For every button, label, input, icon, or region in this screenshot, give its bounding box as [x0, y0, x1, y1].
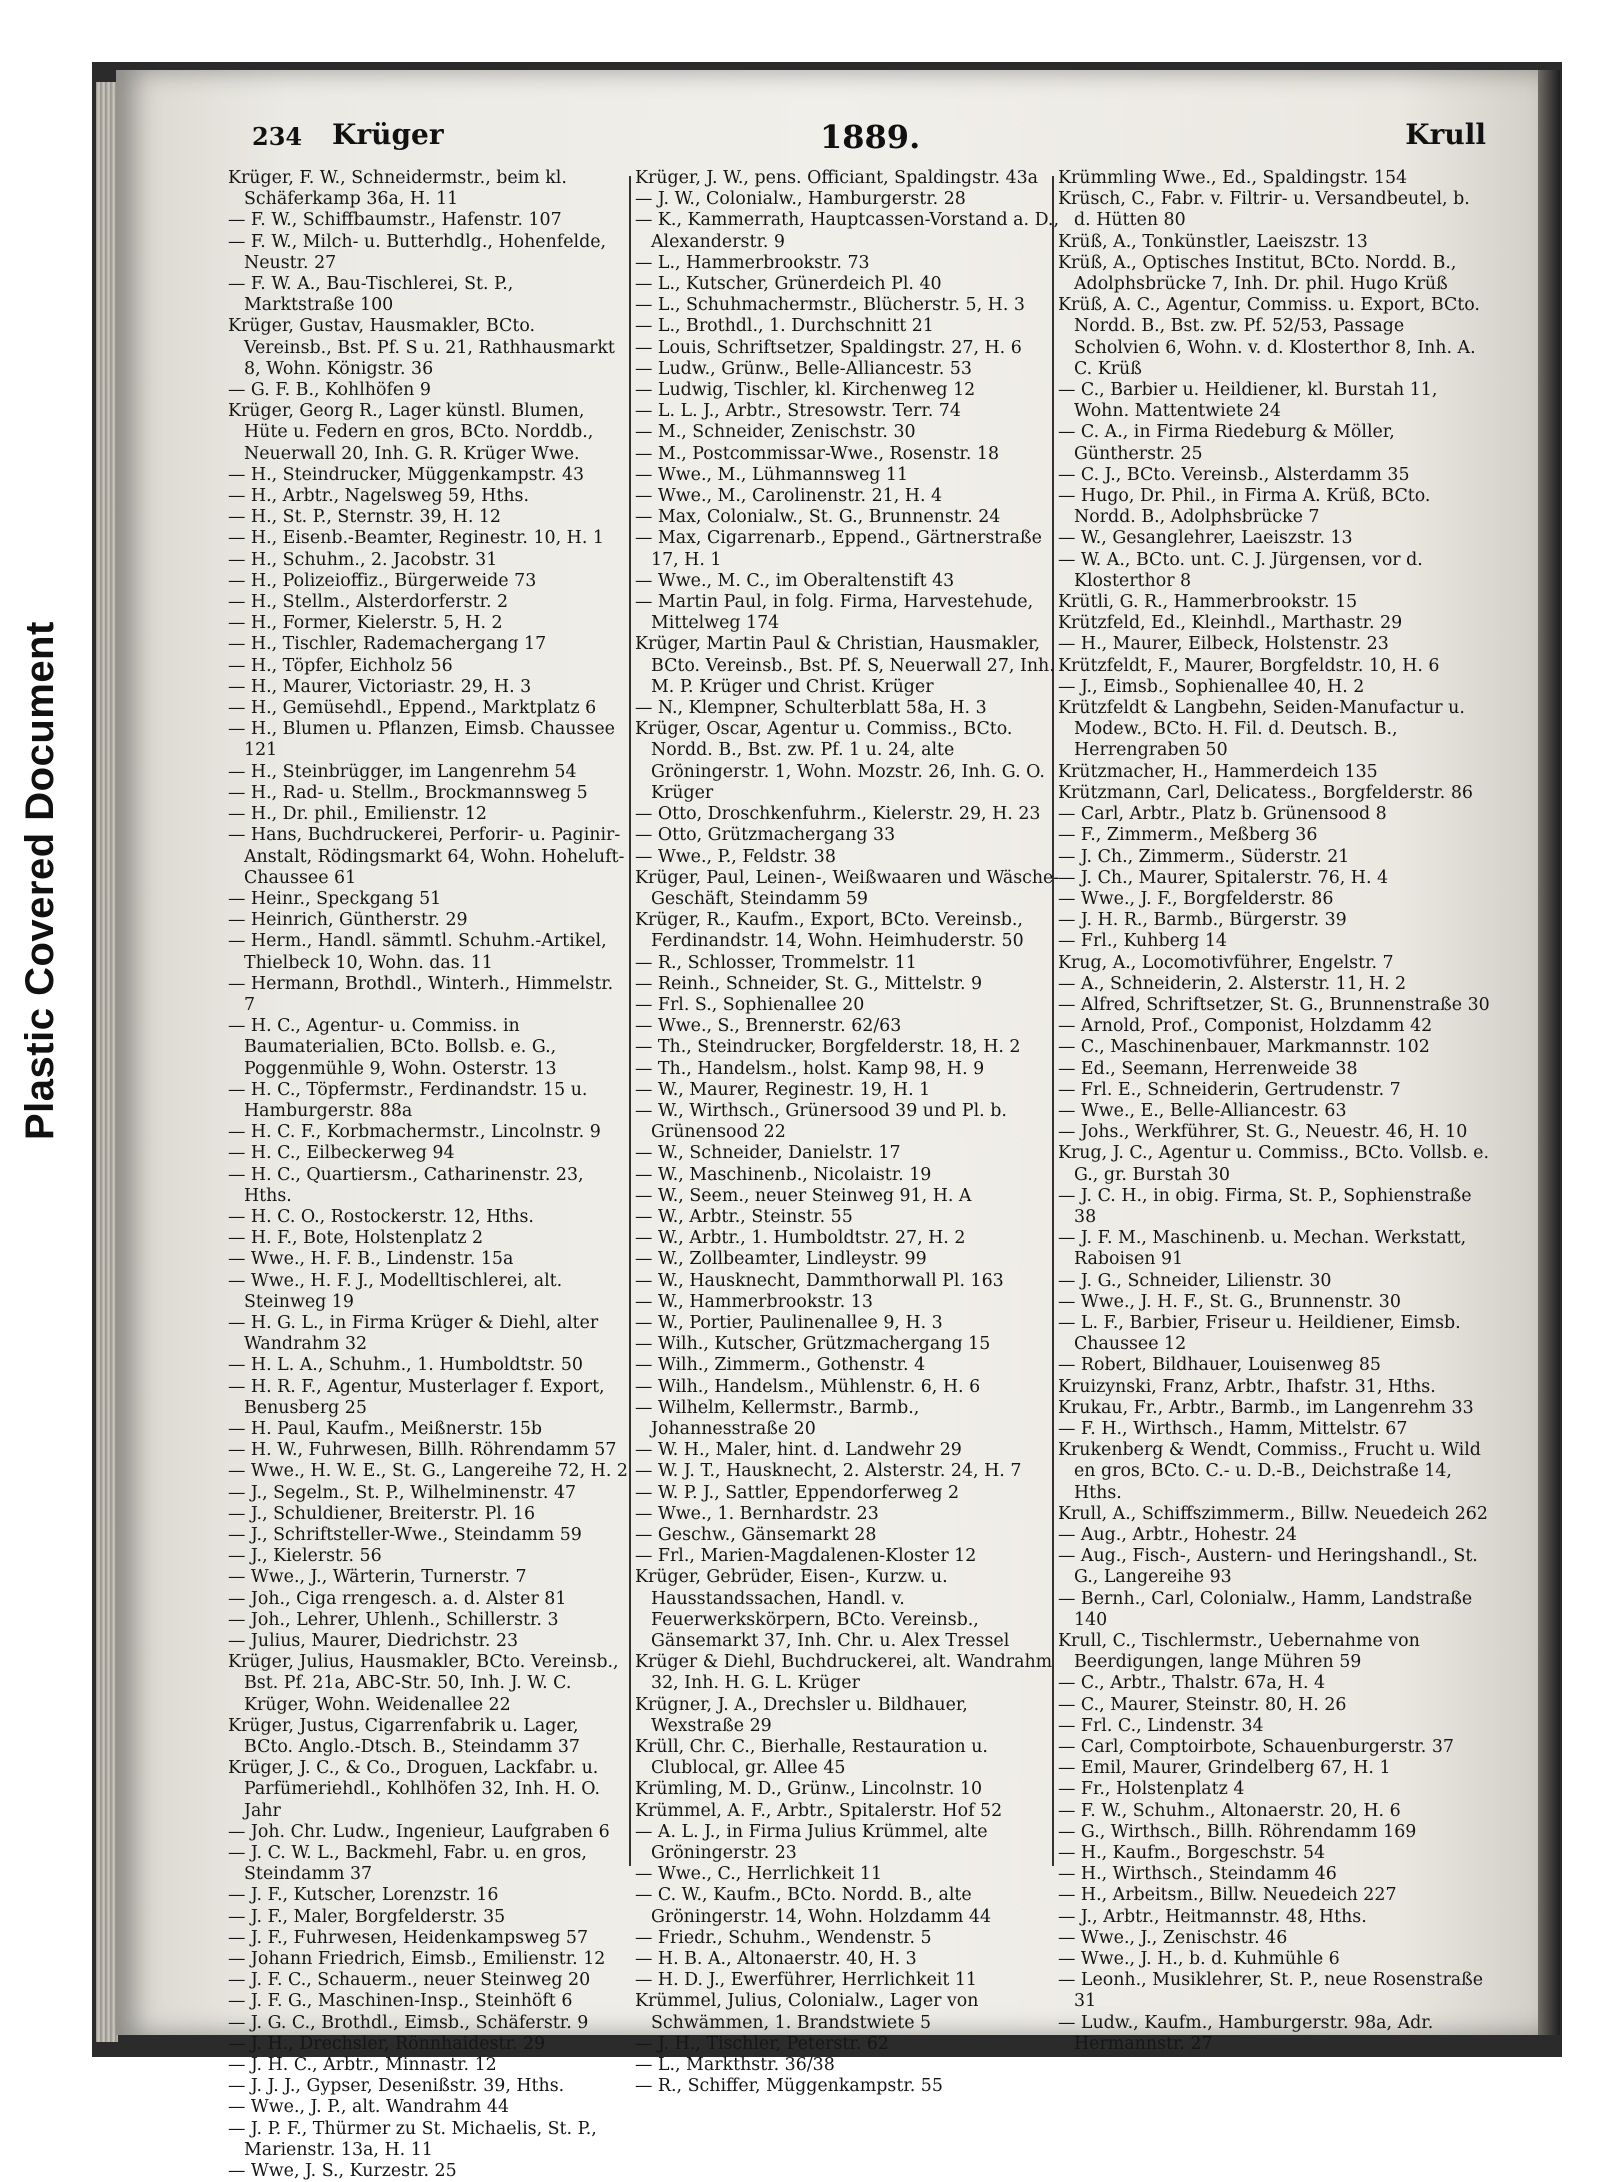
directory-entry: Krüger, F. W., Schneidermstr., beim kl. Schäferkamp 36a, H. 11 — [228, 168, 567, 210]
directory-entry: — Wwe., J. H., b. d. Kuhmühle 6 — [1058, 1949, 1340, 1970]
directory-entry: — Hermann, Brothdl., Winterh., Himmelstr. 7 — [228, 973, 614, 1015]
directory-entry: — H. G. L., in Firma Krüger & Diehl, alter Wandrahm 32 — [228, 1312, 599, 1355]
directory-entry: — F. H., Wirthsch., Hamm, Mittelstr. 67 — [1058, 1418, 1408, 1439]
directory-entry: — Wwe., M. C., im Oberaltenstift 43 — [635, 570, 955, 591]
directory-entry: — Bernh., Carl, Colonialw., Hamm, Landstraße 140 — [1058, 1588, 1473, 1630]
directory-entry: — Hugo, Dr. Phil., in Firma A. Krüß, BCto. Nordd. B., Adolphsbrücke 7 — [1058, 486, 1431, 528]
directory-entry: — Joh., Ciga rrengesch. a. d. Alster 81 — [228, 1588, 567, 1609]
directory-entry: — G., Wirthsch., Billh. Röhrendamm 169 — [1058, 1821, 1417, 1842]
directory-entry: Krull, A., Schiffszimmerm., Billw. Neuedeich 262 — [1058, 1503, 1488, 1524]
directory-entry: — F. W., Milch- u. Butterhdlg., Hohenfelde, Neustr. 27 — [228, 231, 607, 273]
directory-entry: — Max, Cigarrenarb., Eppend., Gärtnerstraße 17, H. 1 — [635, 528, 1042, 570]
directory-entry: — H., St. P., Sternstr. 39, H. 12 — [228, 507, 501, 528]
watermark-label: Plastic Covered Document — [18, 621, 62, 1140]
directory-entry: — J. C. W. L., Backmehl, Fabr. u. en gros, Steindamm 37 — [228, 1843, 587, 1885]
directory-entry: — C. A., in Firma Riedeburg & Möller, Güntherstr. 25 — [1058, 422, 1395, 464]
directory-entry: — Frl. E., Schneiderin, Gertrudenstr. 7 — [1058, 1079, 1401, 1100]
directory-entry: Krügner, J. A., Drechsler u. Bildhauer, Wexstraße 29 — [635, 1694, 968, 1736]
directory-entry: — Joh. Chr. Ludw., Ingenieur, Laufgraben 6 — [228, 1821, 610, 1842]
directory-entry: — W., Maurer, Reginestr. 19, H. 1 — [635, 1079, 931, 1100]
directory-entry: — Louis, Schriftsetzer, Spaldingstr. 27, H. 6 — [635, 337, 1022, 358]
directory-entry: — Th., Handelsm., holst. Kamp 98, H. 9 — [635, 1058, 985, 1079]
directory-entry: Krümmel, Julius, Colonialw., Lager von Schwämmen, 1. Brandstwiete 5 — [635, 1991, 979, 2033]
directory-entry: — H. W., Fuhrwesen, Billh. Röhrendamm 57 — [228, 1440, 617, 1461]
page-edges — [96, 82, 118, 2042]
directory-entry: — W., Hausknecht, Dammthorwall Pl. 163 — [635, 1270, 1004, 1291]
directory-entry: — Wwe., J. H. F., St. G., Brunnenstr. 30 — [1058, 1291, 1401, 1312]
directory-entry: Kruizynski, Franz, Arbtr., Ihafstr. 31, Hths. — [1058, 1376, 1436, 1397]
directory-entry: — J. H., Tischler, Peterstr. 62 — [635, 2033, 889, 2054]
directory-entry: — L., Brothdl., 1. Durchschnitt 21 — [635, 316, 934, 337]
header-right-word: Krull — [1405, 118, 1486, 151]
directory-entry: Krützfeldt & Langbehn, Seiden-Manufactur u. Modew., BCto. H. Fil. d. Deutsch. B., Herrengraben 50 — [1058, 698, 1465, 761]
directory-entry: Krüsch, C., Fabr. v. Filtrir- u. Versandbeutel, b. d. Hütten 80 — [1058, 189, 1470, 231]
directory-entry: Krüger, Gustav, Hausmakler, BCto. Vereinsb., Bst. Pf. S u. 21, Rathhausmarkt 8, Wohn. Königstr. 36 — [228, 316, 615, 379]
directory-entry: — H. R. F., Agentur, Musterlager f. Export, Benusberg 25 — [228, 1376, 605, 1418]
directory-entry: — W., Gesanglehrer, Laeiszstr. 13 — [1058, 528, 1353, 549]
directory-entry: — Carl, Comptoirbote, Schauenburgerstr. 37 — [1058, 1737, 1454, 1758]
directory-entry: — W., Seem., neuer Steinweg 91, H. A — [635, 1185, 972, 1206]
directory-entry: — J. F. C., Schauerm., neuer Steinweg 20 — [228, 1970, 591, 1991]
column-divider — [629, 176, 631, 1866]
book-right-edge — [1538, 70, 1560, 2035]
directory-entry: — W. A., BCto. unt. C. J. Jürgensen, vor d. Klosterthor 8 — [1058, 549, 1423, 591]
directory-entry: — Wwe., M., Lühmannsweg 11 — [635, 464, 909, 485]
directory-entry: — W., Schneider, Danielstr. 17 — [635, 1143, 901, 1164]
directory-entry: — Wwe., H. F. B., Lindenstr. 15a — [228, 1249, 514, 1270]
directory-entry: — H., Arbeitsm., Billw. Neuedeich 227 — [1058, 1885, 1397, 1906]
directory-entry: — Wwe, J. S., Kurzestr. 25 — [228, 2161, 457, 2182]
directory-entry: — J. F. G., Maschinen-Insp., Steinhöft 6 — [228, 1991, 573, 2012]
directory-entry: — L., Kutscher, Grünerdeich Pl. 40 — [635, 274, 942, 295]
directory-entry: — H., Polizeioffiz., Bürgerweide 73 — [228, 570, 537, 591]
directory-entry: — H. C., Quartiersm., Catharinenstr. 23, Hths. — [228, 1164, 584, 1206]
directory-entry: — H., Tischler, Rademachergang 17 — [228, 634, 547, 655]
directory-entry: Krüger, Oscar, Agentur u. Commiss., BCto. Nordd. B., Bst. zw. Pf. 1 u. 24, alte Gröningerstr. 1, Wohn. Mozstr. 26, Inh. G. O. Krüger — [635, 719, 1045, 803]
directory-entry: — Ed., Seemann, Herrenweide 38 — [1058, 1058, 1358, 1079]
directory-entry: — Wwe., J., Zenischstr. 46 — [1058, 1927, 1288, 1948]
directory-entry: — J., Kielerstr. 56 — [228, 1546, 382, 1567]
directory-entry: — J. F., Kutscher, Lorenzstr. 16 — [228, 1885, 499, 1906]
directory-entry: — W., Zollbeamter, Lindleystr. 99 — [635, 1249, 927, 1270]
directory-entry: — F., Zimmerm., Meßberg 36 — [1058, 825, 1318, 846]
directory-entry: Krütli, G. R., Hammerbrookstr. 15 — [1058, 592, 1358, 613]
directory-entry: — H., Eisenb.-Beamter, Reginestr. 10, H. 1 — [228, 528, 604, 549]
directory-entry: — J., Schuldiener, Breiterstr. Pl. 16 — [228, 1503, 536, 1524]
directory-entry: Krüger & Diehl, Buchdruckerei, alt. Wandrahm 32, Inh. H. G. L. Krüger — [635, 1652, 1053, 1694]
directory-entry: — H. B. A., Altonaerstr. 40, H. 3 — [635, 1949, 917, 1970]
directory-entry: — Herm., Handl. sämmtl. Schuhm.-Artikel, Thielbeck 10, Wohn. das. 11 — [228, 931, 607, 973]
directory-entry: — Robert, Bildhauer, Louisenweg 85 — [1058, 1355, 1381, 1376]
directory-column-2 — [635, 168, 1060, 2097]
directory-entry: — W. P. J., Sattler, Eppendorferweg 2 — [635, 1482, 960, 1503]
directory-entry: — J. Ch., Maurer, Spitalerstr. 76, H. 4 — [1058, 867, 1389, 888]
directory-entry: — W., Portier, Paulinenallee 9, H. 3 — [635, 1312, 943, 1333]
directory-entry: — J. F., Maler, Borgfelderstr. 35 — [228, 1906, 506, 1927]
directory-entry: — Max, Colonialw., St. G., Brunnenstr. 24 — [635, 507, 1001, 528]
directory-entry: — H., Wirthsch., Steindamm 46 — [1058, 1864, 1337, 1885]
directory-entry: — Wwe., C., Herrlichkeit 11 — [635, 1864, 883, 1885]
directory-column-3 — [1058, 168, 1490, 2054]
directory-entry: Krüger, Martin Paul & Christian, Hausmakler, BCto. Vereinsb., Bst. Pf. S, Neuerwall 27, Inh. M. P. Krüger und Christ. Krüger — [635, 634, 1055, 697]
directory-entry: — W. J. T., Hausknecht, 2. Alsterstr. 24, H. 7 — [635, 1461, 1022, 1482]
directory-entry: — Alfred, Schriftsetzer, St. G., Brunnenstraße 30 — [1058, 994, 1490, 1015]
directory-entry: — H., Maurer, Victoriastr. 29, H. 3 — [228, 676, 532, 697]
directory-entry: — L., Schuhmachermstr., Blücherstr. 5, H. 3 — [635, 295, 1025, 316]
directory-entry: — C., Maschinenbauer, Markmannstr. 102 — [1058, 1037, 1430, 1058]
directory-entry: — Wwe., P., Feldstr. 38 — [635, 846, 836, 867]
directory-entry: Krüger, Paul, Leinen-, Weißwaaren und Wäsche-Geschäft, Steindamm 59 — [635, 867, 1060, 909]
directory-entry: — H., Schuhm., 2. Jacobstr. 31 — [228, 549, 498, 570]
header-left-word: Krüger — [332, 118, 444, 151]
directory-entry: — Fr., Holstenplatz 4 — [1058, 1779, 1245, 1800]
directory-entry: Krüß, A. C., Agentur, Commiss. u. Export, BCto. Nordd. B., Bst. zw. Pf. 52/53, Passage Scholvien 6, Wohn. v. d. Klosterthor 8, Inh. A. C. Krüß — [1058, 295, 1480, 379]
directory-entry: Krüß, A., Optisches Institut, BCto. Nordd. B., Adolphsbrücke 7, Inh. Dr. phil. Hugo Krüß — [1058, 252, 1457, 295]
directory-entry: — H., Kaufm., Borgeschstr. 54 — [1058, 1843, 1326, 1864]
directory-entry: — W., Maschinenb., Nicolaistr. 19 — [635, 1164, 932, 1185]
directory-entry: — H. D. J., Ewerführer, Herrlichkeit 11 — [635, 1970, 977, 1991]
directory-entry: — Ludwig, Tischler, kl. Kirchenweg 12 — [635, 380, 976, 401]
directory-entry: Krümmel, A. F., Arbtr., Spitalerstr. Hof 52 — [635, 1800, 1003, 1821]
page-header — [252, 118, 1492, 158]
directory-entry: — L., Markthstr. 36/38 — [635, 2055, 835, 2076]
directory-entry: Krüger, J. C., & Co., Droguen, Lackfabr. u. Parfümeriehdl., Kohlhöfen 32, Inh. H. O. Jahr — [228, 1758, 601, 1821]
directory-entry: — Hans, Buchdruckerei, Perforir- u. Paginir-Anstalt, Rödingsmarkt 64, Wohn. Hoheluft-Chaussee 61 — [228, 825, 625, 888]
directory-entry: — J. H. C., Arbtr., Minnastr. 12 — [228, 2055, 497, 2076]
directory-entry: Krüß, A., Tonkünstler, Laeiszstr. 13 — [1058, 231, 1368, 252]
directory-entry: — H., Blumen u. Pflanzen, Eimsb. Chaussee 121 — [228, 719, 615, 761]
directory-entry: Krützmacher, H., Hammerdeich 135 — [1058, 761, 1378, 782]
directory-entry: Krüger, Justus, Cigarrenfabrik u. Lager, BCto. Anglo.-Dtsch. B., Steindamm 37 — [228, 1715, 580, 1758]
directory-entry: — Reinh., Schneider, St. G., Mittelstr. 9 — [635, 973, 983, 994]
directory-entry: — H. Paul, Kaufm., Meißnerstr. 15b — [228, 1418, 543, 1439]
directory-entry: — Wilhelm, Kellermstr., Barmb., Johannesstraße 20 — [635, 1397, 920, 1439]
directory-entry: — Frl. C., Lindenstr. 34 — [1058, 1715, 1264, 1736]
directory-entry: — F. W. A., Bau-Tischlerei, St. P., Marktstraße 100 — [228, 274, 514, 316]
directory-entry: — Wilh., Handelsm., Mühlenstr. 6, H. 6 — [635, 1376, 981, 1397]
directory-entry: — A. L. J., in Firma Julius Krümmel, alte Gröningerstr. 23 — [635, 1821, 988, 1864]
directory-entry: — H., Gemüsehdl., Eppend., Marktplatz 6 — [228, 698, 597, 719]
directory-entry: — Wwe., 1. Bernhardstr. 23 — [635, 1503, 879, 1524]
directory-entry: — Frl. S., Sophienallee 20 — [635, 994, 865, 1015]
directory-entry: — Wilh., Kutscher, Grützmachergang 15 — [635, 1334, 991, 1355]
directory-entry: — Wwe., H. F. J., Modelltischlerei, alt. Steinweg 19 — [228, 1270, 563, 1312]
directory-entry: — J. W., Colonialw., Hamburgerstr. 28 — [635, 189, 966, 210]
directory-entry: Krull, C., Tischlermstr., Uebernahme von Beerdigungen, lange Mühren 59 — [1058, 1631, 1420, 1673]
directory-entry: — Aug., Fisch-, Austern- und Heringshandl., St. G., Langereihe 93 — [1058, 1546, 1478, 1588]
directory-entry: Krützmann, Carl, Delicatess., Borgfelderstr. 86 — [1058, 782, 1473, 803]
directory-entry: Krüger, Julius, Hausmakler, BCto. Vereinsb., Bst. Pf. 21a, ABC-Str. 50, Inh. J. W. C. Krüger, Wohn. Weidenallee 22 — [228, 1652, 619, 1715]
directory-entry: — H. C., Töpfermstr., Ferdinandstr. 15 u. Hamburgerstr. 88a — [228, 1079, 588, 1121]
directory-entry: — H. L. A., Schuhm., 1. Humboldtstr. 50 — [228, 1355, 583, 1376]
directory-entry: — J. J. J., Gypser, Desenißstr. 39, Hths. — [228, 2076, 565, 2097]
directory-entry: — A., Schneiderin, 2. Alsterstr. 11, H. 2 — [1058, 973, 1407, 994]
directory-entry: — Th., Steindrucker, Borgfelderstr. 18, H. 2 — [635, 1037, 1021, 1058]
directory-entry: — J. G. C., Brothdl., Eimsb., Schäferstr. 9 — [228, 2012, 589, 2033]
directory-entry: — Heinrich, Güntherstr. 29 — [228, 910, 468, 931]
directory-entry: — W., Arbtr., 1. Humboldtstr. 27, H. 2 — [635, 1228, 966, 1249]
directory-entry: — K., Kammerrath, Hauptcassen-Vorstand a. D., Alexanderstr. 9 — [635, 210, 1059, 252]
directory-entry: — Wwe., E., Belle-Alliancestr. 63 — [1058, 1100, 1347, 1121]
directory-entry: Krümling, M. D., Grünw., Lincolnstr. 10 — [635, 1779, 983, 1800]
directory-entry: — Otto, Grützmachergang 33 — [635, 825, 896, 846]
directory-entry: — M., Schneider, Zenischstr. 30 — [635, 422, 916, 443]
directory-entry: — Frl., Marien-Magdalenen-Kloster 12 — [635, 1546, 977, 1567]
directory-entry: — H., Steindrucker, Müggenkampstr. 43 — [228, 464, 585, 485]
directory-entry: — Frl., Kuhberg 14 — [1058, 931, 1227, 952]
directory-entry: — J. H. R., Barmb., Bürgerstr. 39 — [1058, 910, 1347, 931]
directory-entry: — H. C. F., Korbmachermstr., Lincolnstr. 9 — [228, 1122, 601, 1143]
directory-entry: — J. F. M., Maschinenb. u. Mechan. Werkstatt, Raboisen 91 — [1058, 1228, 1467, 1270]
directory-entry: — L., Hammerbrookstr. 73 — [635, 252, 870, 273]
directory-entry: — G. F. B., Kohlhöfen 9 — [228, 380, 431, 401]
directory-entry: Krug, J. C., Agentur u. Commiss., BCto. Vollsb. e. G., gr. Burstah 30 — [1058, 1143, 1489, 1185]
directory-entry: — F. W., Schiffbaumstr., Hafenstr. 107 — [228, 210, 562, 231]
directory-entry: Krug, A., Locomotivführer, Engelstr. 7 — [1058, 952, 1394, 973]
directory-entry: — W., Hammerbrookstr. 13 — [635, 1291, 873, 1312]
directory-entry: — J. P. F., Thürmer zu St. Michaelis, St. P., Marienstr. 13a, H. 11 — [228, 2118, 597, 2160]
directory-entry: Krüger, Gebrüder, Eisen-, Kurzw. u. Hausstandssachen, Handl. v. Feuerwerkskörpern, BCto. Vereinsb., Gänsemarkt 37, Inh. Chr. u. Alex Tressel — [635, 1567, 1010, 1652]
directory-entry: — Johann Friedrich, Eimsb., Emilienstr. 12 — [228, 1949, 606, 1970]
directory-entry: — Martin Paul, in folg. Firma, Harvestehude, Mittelweg 174 — [635, 592, 1034, 634]
directory-entry: — Heinr., Speckgang 51 — [228, 888, 442, 909]
directory-entry: — N., Klempner, Schulterblatt 58a, H. 3 — [635, 698, 987, 719]
directory-entry: — H., Former, Kielerstr. 5, H. 2 — [228, 613, 503, 634]
directory-entry: Krützfeldt, F., Maurer, Borgfeldstr. 10, H. 6 — [1058, 655, 1440, 676]
directory-entry: — H. C., Eilbeckerweg 94 — [228, 1143, 455, 1164]
directory-entry: Krüll, Chr. C., Bierhalle, Restauration u. Clublocal, gr. Allee 45 — [635, 1737, 988, 1779]
directory-entry: — H. C., Agentur- u. Commiss. in Baumaterialien, BCto. Bollsb. e. G., Poggenmühle 9, Wohn. Osterstr. 13 — [228, 1016, 557, 1079]
directory-entry: — L. F., Barbier, Friseur u. Heildiener, Eimsb. Chaussee 12 — [1058, 1312, 1461, 1355]
directory-entry: — Arnold, Prof., Componist, Holzdamm 42 — [1058, 1016, 1433, 1037]
directory-entry: — M., Postcommissar-Wwe., Rosenstr. 18 — [635, 443, 1000, 464]
directory-entry: — Geschw., Gänsemarkt 28 — [635, 1525, 877, 1545]
page-number: 234 — [252, 122, 303, 151]
directory-entry: — H., Stellm., Alsterdorferstr. 2 — [228, 592, 509, 613]
directory-entry: Krümmling Wwe., Ed., Spaldingstr. 154 — [1058, 168, 1408, 188]
directory-entry: — H., Rad- u. Stellm., Brockmannsweg 5 — [228, 782, 588, 803]
directory-entry: — J. F., Fuhrwesen, Heidenkampsweg 57 — [228, 1927, 589, 1948]
directory-entry: — Otto, Droschkenfuhrm., Kielerstr. 29, H. 23 — [635, 804, 1041, 825]
directory-entry: — W. H., Maler, hint. d. Landwehr 29 — [635, 1440, 962, 1461]
directory-entry: — Wwe., J., Wärterin, Turnerstr. 7 — [228, 1567, 527, 1588]
header-year: 1889. — [820, 118, 921, 156]
directory-entry: — Leonh., Musiklehrer, St. P., neue Rosenstraße 31 — [1058, 1970, 1484, 2012]
directory-entry: — J., Schriftsteller-Wwe., Steindamm 59 — [228, 1525, 582, 1545]
directory-entry: — H., Steinbrügger, im Langenrehm 54 — [228, 761, 577, 782]
directory-entry: Krüger, Georg R., Lager künstl. Blumen, Hüte u. Federn en gros, BCto. Norddb., Neuerwall 20, Inh. G. R. Krüger Wwe. — [228, 401, 594, 464]
directory-entry: — Joh., Lehrer, Uhlenh., Schillerstr. 3 — [228, 1609, 559, 1630]
directory-entry: — C. W., Kaufm., BCto. Nordd. B., alte Gröningerstr. 14, Wohn. Holzdamm 44 — [635, 1885, 992, 1927]
directory-entry: — C., Arbtr., Thalstr. 67a, H. 4 — [1058, 1673, 1326, 1694]
directory-entry: — Wwe., M., Carolinenstr. 21, H. 4 — [635, 486, 943, 507]
directory-entry: Krukenberg & Wendt, Commiss., Frucht u. Wild en gros, BCto. C.- u. D.-B., Deichstraße 14, Hths. — [1058, 1440, 1481, 1503]
directory-entry: — Ludw., Grünw., Belle-Alliancestr. 53 — [635, 358, 972, 379]
directory-entry: — C., Maurer, Steinstr. 80, H. 26 — [1058, 1694, 1347, 1715]
directory-entry: — Wilh., Zimmerm., Gothenstr. 4 — [635, 1355, 926, 1376]
directory-entry: — Ludw., Kaufm., Hamburgerstr. 98a, Adr. Hermannstr. 27 — [1058, 2012, 1434, 2054]
directory-entry: — C., Barbier u. Heildiener, kl. Burstah 11, Wohn. Mattentwiete 24 — [1058, 380, 1438, 422]
directory-entry: — R., Schlosser, Trommelstr. 11 — [635, 952, 917, 973]
directory-entry: — J. Ch., Zimmerm., Süderstr. 21 — [1058, 846, 1350, 867]
directory-entry: — J. H., Drechsler, Rönnhaidestr. 29 — [228, 2033, 546, 2054]
directory-entry: — H., Arbtr., Nagelsweg 59, Hths. — [228, 486, 529, 507]
directory-entry: — Emil, Maurer, Grindelberg 67, H. 1 — [1058, 1758, 1391, 1779]
directory-entry: — J. G., Schneider, Lilienstr. 30 — [1058, 1270, 1332, 1291]
directory-entry: — Wwe., S., Brennerstr. 62/63 — [635, 1016, 902, 1037]
directory-entry: — L. L. J., Arbtr., Stresowstr. Terr. 74 — [635, 401, 961, 422]
directory-entry: — J. C. H., in obig. Firma, St. P., Sophienstraße 38 — [1058, 1185, 1472, 1227]
directory-column-1 — [228, 168, 628, 2182]
directory-entry: — Wwe., J. P., alt. Wandrahm 44 — [228, 2097, 510, 2118]
directory-entry: Krüger, R., Kaufm., Export, BCto. Vereinsb., Ferdinandstr. 14, Wohn. Heimhuderstr. 50 — [635, 910, 1024, 952]
directory-entry: — Carl, Arbtr., Platz b. Grünensood 8 — [1058, 804, 1387, 825]
directory-entry: — W., Wirthsch., Grünersood 39 und Pl. b. Grünensood 22 — [635, 1100, 1007, 1143]
directory-entry: — Wwe., J. F., Borgfelderstr. 86 — [1058, 888, 1334, 909]
directory-entry: — W., Arbtr., Steinstr. 55 — [635, 1206, 853, 1227]
directory-entry: — Johs., Werkführer, St. G., Neuestr. 46, H. 10 — [1058, 1122, 1468, 1143]
directory-entry: — Aug., Arbtr., Hohestr. 24 — [1058, 1525, 1298, 1545]
directory-entry: — H., Dr. phil., Emilienstr. 12 — [228, 804, 487, 825]
directory-entry: — Julius, Maurer, Diedrichstr. 23 — [228, 1631, 519, 1652]
directory-entry: — J., Eimsb., Sophienallee 40, H. 2 — [1058, 676, 1365, 697]
directory-entry: — F. W., Schuhm., Altonaerstr. 20, H. 6 — [1058, 1800, 1401, 1821]
directory-entry: Krüger, J. W., pens. Officiant, Spaldingstr. 43a — [635, 168, 1039, 188]
directory-entry: — H. C. O., Rostockerstr. 12, Hths. — [228, 1206, 534, 1227]
directory-entry: — R., Schiffer, Müggenkampstr. 55 — [635, 2076, 943, 2097]
directory-entry: — Friedr., Schuhm., Wendenstr. 5 — [635, 1927, 932, 1948]
directory-entry: — J., Segelm., St. P., Wilhelminenstr. 47 — [228, 1482, 577, 1503]
directory-entry: — Wwe., H. W. E., St. G., Langereihe 72, H. 2 — [228, 1461, 628, 1482]
directory-entry: — H. F., Bote, Holstenplatz 2 — [228, 1228, 484, 1249]
directory-entry: — C. J., BCto. Vereinsb., Alsterdamm 35 — [1058, 464, 1410, 485]
directory-entry: Krukau, Fr., Arbtr., Barmb., im Langenrehm 33 — [1058, 1397, 1474, 1418]
directory-entry: Krützfeld, Ed., Kleinhdl., Marthastr. 29 — [1058, 613, 1403, 634]
directory-entry: — H., Maurer, Eilbeck, Holstenstr. 23 — [1058, 634, 1389, 655]
directory-entry: — H., Töpfer, Eichholz 56 — [228, 655, 453, 676]
directory-entry: — J., Arbtr., Heitmannstr. 48, Hths. — [1058, 1906, 1367, 1927]
